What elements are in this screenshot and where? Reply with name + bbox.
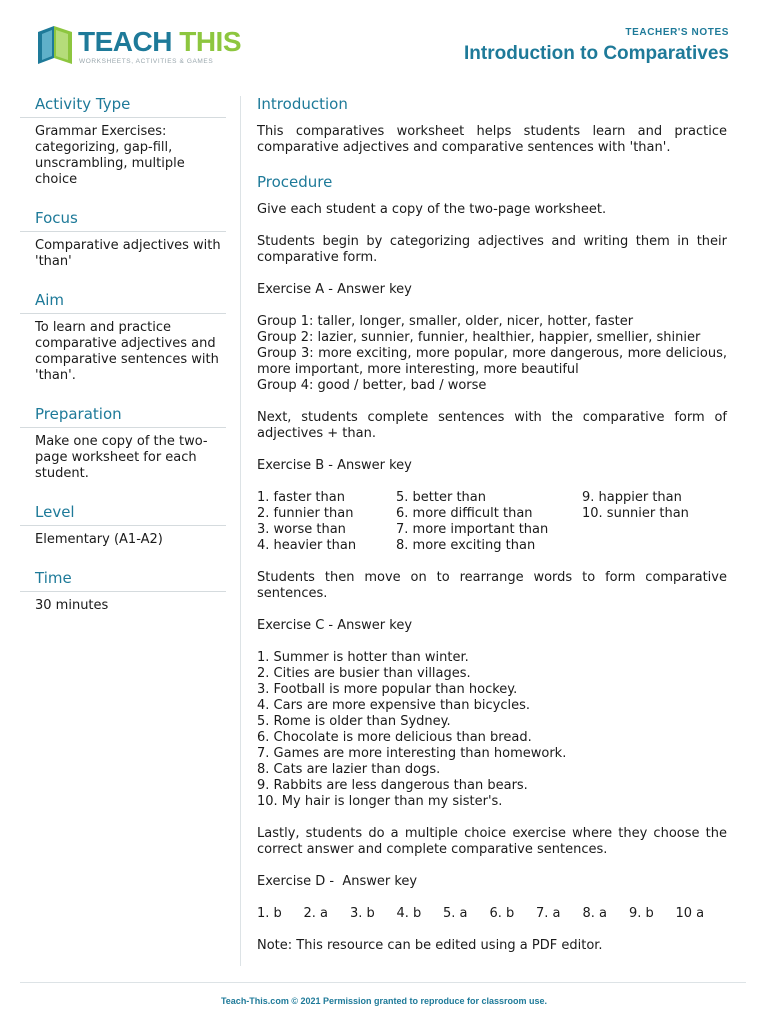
aim-heading: Aim xyxy=(20,290,226,314)
answer-item: 6. Chocolate is more delicious than bread. xyxy=(257,730,532,745)
logo-word-teach: TEACH xyxy=(78,26,172,57)
preparation-heading: Preparation xyxy=(20,404,226,428)
preparation-text: Make one copy of the two-page worksheet for each student. xyxy=(35,434,208,481)
exercise-d-answers xyxy=(257,906,727,922)
footer-divider xyxy=(20,982,746,983)
answer-item: 7. Games are more interesting than homework. xyxy=(257,746,567,761)
preparation-section xyxy=(20,404,226,482)
exercise-a-group: Group 1: taller, longer, smaller, older, nicer, hotter, faster xyxy=(257,314,634,329)
exercise-b-label: Exercise B - Answer key xyxy=(257,458,412,473)
answer-item: 5. a xyxy=(443,906,468,921)
answer-item: 10 a xyxy=(675,906,705,921)
footer-copyright: Teach-This.com © 2021 Permission granted to reproduce for classroom use. xyxy=(220,996,548,1006)
column-divider xyxy=(240,96,241,966)
logo-word-this: THIS xyxy=(179,26,242,57)
exercise-c-answers xyxy=(257,650,727,810)
time-heading: Time xyxy=(20,568,226,592)
procedure-paragraph-2: Students begin by categorizing adjectives and writing them in their comparative form. xyxy=(257,234,727,265)
procedure-paragraph-4: Students then move on to rearrange words to form comparative sentences. xyxy=(257,570,727,601)
level-heading: Level xyxy=(20,502,226,526)
answer-item: 5. Rome is older than Sydney. xyxy=(257,714,451,729)
level-text: Elementary (A1-A2) xyxy=(35,532,163,547)
answer-item: 8. a xyxy=(582,906,608,921)
answer-item xyxy=(582,538,722,554)
exercise-d-label: Exercise D - Answer key xyxy=(257,874,418,889)
activity-type-section xyxy=(20,94,226,188)
answer-item: 7. a xyxy=(536,906,561,921)
answer-item: 4. b xyxy=(396,906,422,921)
answer-item xyxy=(582,522,722,538)
logo-wordmark xyxy=(78,26,241,58)
exercise-a-label: Exercise A - Answer key xyxy=(257,282,412,297)
exercise-c-label: Exercise C - Answer key xyxy=(257,618,413,633)
answer-item: 9. Rabbits are less dangerous than bears. xyxy=(257,778,528,793)
aim-section xyxy=(20,290,226,384)
answer-item: 3. worse than xyxy=(257,522,346,537)
answer-item: 6. b xyxy=(489,906,515,921)
exercise-b-answers xyxy=(257,490,727,554)
answer-item: 1. Summer is hotter than winter. xyxy=(257,650,469,665)
teachers-notes-label: TEACHER'S NOTES xyxy=(625,27,729,38)
answer-item: 2. funnier than xyxy=(257,506,354,521)
answer-item: 9. b xyxy=(629,906,654,921)
focus-section xyxy=(20,208,226,270)
procedure-paragraph-3: Next, students complete sentences with the comparative form of adjectives + than. xyxy=(257,410,727,441)
page-title: Introduction to Comparatives xyxy=(464,43,729,64)
answer-item: 2. Cities are busier than villages. xyxy=(257,666,471,681)
exercise-a-group: Group 4: good / better, bad / worse xyxy=(257,378,487,393)
activity-type-text: Grammar Exercises: categorizing, gap-fill, unscrambling, multiple choice xyxy=(35,124,185,187)
answer-item: 7. more important than xyxy=(396,522,549,537)
answer-item: 4. heavier than xyxy=(257,538,357,553)
logo-tagline: WORKSHEETS, ACTIVITIES & GAMES xyxy=(79,58,214,65)
focus-text: Comparative adjectives with 'than' xyxy=(35,238,221,269)
answer-item: 10. My hair is longer than my sister's. xyxy=(257,794,503,809)
answer-item: 2. a xyxy=(303,906,329,921)
activity-type-heading: Activity Type xyxy=(20,94,226,118)
book-icon xyxy=(36,22,76,66)
answer-item: 10. sunnier than xyxy=(582,506,689,521)
answer-item: 5. better than xyxy=(396,490,486,505)
main-content xyxy=(257,94,727,970)
answer-item: 6. more difficult than xyxy=(396,506,533,521)
answer-item: 8. Cats are lazier than dogs. xyxy=(257,762,441,777)
introduction-text: This comparatives worksheet helps students learn and practice comparative adjectives and comparative sentences with 'than'. xyxy=(257,124,727,155)
answer-item: 4. Cars are more expensive than bicycles. xyxy=(257,698,530,713)
note-text: Note: This resource can be edited using a PDF editor. xyxy=(257,938,603,953)
time-text: 30 minutes xyxy=(35,598,109,613)
answer-item: 3. Football is more popular than hockey. xyxy=(257,682,518,697)
exercise-a-group: Group 3: more exciting, more popular, more dangerous, more delicious, more important, more interesting, more beautiful xyxy=(257,346,727,377)
sidebar xyxy=(20,94,226,634)
introduction-heading: Introduction xyxy=(257,95,348,113)
answer-item: 3. b xyxy=(350,906,375,921)
answer-item: 1. b xyxy=(257,906,282,921)
procedure-heading: Procedure xyxy=(257,173,333,191)
page-header xyxy=(0,0,768,90)
level-section xyxy=(20,502,226,548)
aim-text: To learn and practice comparative adjectives and comparative sentences with 'than'. xyxy=(35,320,219,383)
procedure-paragraph-1: Give each student a copy of the two-page worksheet. xyxy=(257,202,607,217)
exercise-a-group: Group 2: lazier, sunnier, funnier, healthier, happier, smellier, shinier xyxy=(257,330,701,345)
answer-item: 8. more exciting than xyxy=(396,538,536,553)
procedure-paragraph-5: Lastly, students do a multiple choice exercise where they choose the correct answer and complete comparative sentences. xyxy=(257,826,727,857)
teach-this-logo xyxy=(36,22,242,70)
focus-heading: Focus xyxy=(20,208,226,232)
answer-item: 1. faster than xyxy=(257,490,345,505)
exercise-a-answers xyxy=(257,314,727,394)
answer-item: 9. happier than xyxy=(582,490,682,505)
time-section xyxy=(20,568,226,614)
